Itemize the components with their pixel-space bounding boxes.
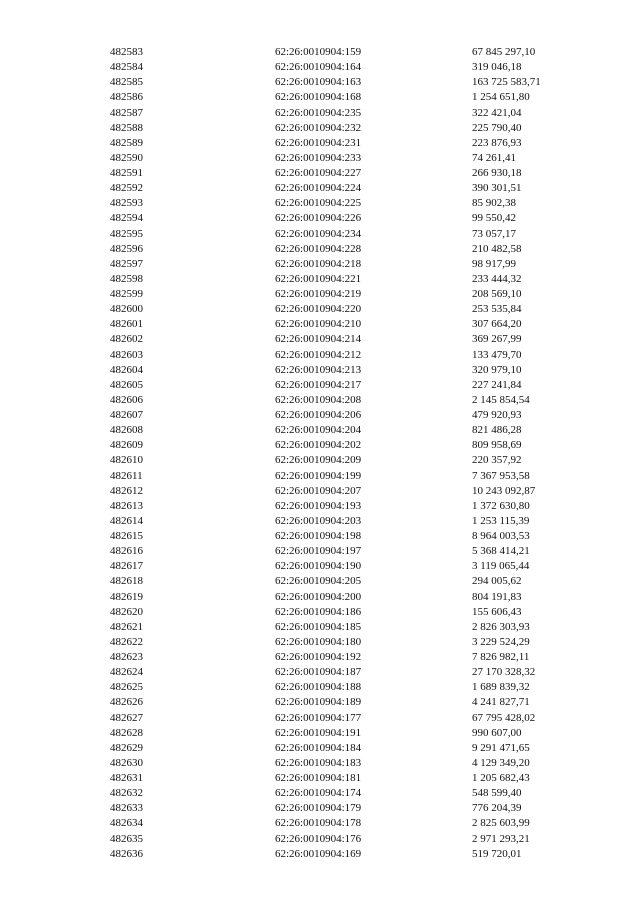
record-number: 482584 <box>110 61 143 74</box>
table-row <box>0 711 640 726</box>
cadastral-number: 62:26:0010904:181 <box>275 772 362 784</box>
cadastral-value: 4 241 827,71 <box>472 696 530 709</box>
record-number: 482624 <box>110 666 143 679</box>
record-number: 482605 <box>110 378 143 391</box>
record-number: 482634 <box>110 817 143 830</box>
cadastral-number: 62:26:0010904:177 <box>275 711 362 724</box>
cadastral-number: 62:26:0010904:202 <box>275 439 362 452</box>
table-row <box>0 469 640 484</box>
table-row <box>0 136 640 151</box>
record-number: 482602 <box>110 333 143 346</box>
cadastral-value: 369 267,99 <box>472 333 522 346</box>
cadastral-number: 62:26:0010904:210 <box>275 318 362 331</box>
cadastral-number: 62:26:0010904:218 <box>275 257 362 270</box>
table-row <box>0 801 640 816</box>
cadastral-value: 225 790,40 <box>472 121 522 134</box>
cadastral-number: 62:26:0010904:180 <box>275 635 362 648</box>
cadastral-number: 62:26:0010904:212 <box>275 348 362 361</box>
cadastral-number: 62:26:0010904:204 <box>275 424 362 437</box>
cadastral-value: 294 005,62 <box>472 575 522 588</box>
table-row <box>0 75 640 90</box>
cadastral-value: 9 291 471,65 <box>472 741 530 754</box>
table-row <box>0 211 640 226</box>
record-number: 482626 <box>110 696 143 709</box>
cadastral-value: 74 261,41 <box>472 151 516 164</box>
record-number: 482594 <box>110 212 143 225</box>
record-number: 482613 <box>110 499 143 512</box>
table-row <box>0 378 640 393</box>
table-row <box>0 620 640 635</box>
table-row <box>0 453 640 468</box>
cadastral-value: 821 486,28 <box>472 424 522 437</box>
table-row <box>0 786 640 801</box>
cadastral-number: 62:26:0010904:209 <box>275 454 362 467</box>
cadastral-number: 62:26:0010904:164 <box>275 61 362 74</box>
record-number: 482628 <box>110 726 143 739</box>
cadastral-number: 62:26:0010904:217 <box>275 378 362 391</box>
cadastral-number: 62:26:0010904:224 <box>275 182 362 195</box>
cadastral-number: 62:26:0010904:227 <box>275 167 362 179</box>
cadastral-value: 163 725 583,71 <box>472 76 541 89</box>
record-number: 482604 <box>110 363 143 376</box>
cadastral-value: 223 876,93 <box>472 136 522 149</box>
table-row <box>0 741 640 756</box>
record-number: 482620 <box>110 605 143 618</box>
record-number: 482586 <box>110 91 143 104</box>
table-row <box>0 514 640 529</box>
record-number: 482598 <box>110 272 143 285</box>
cadastral-value: 208 569,10 <box>472 288 522 300</box>
cadastral-number: 62:26:0010904:183 <box>275 756 362 769</box>
cadastral-value: 10 243 092,87 <box>472 484 536 497</box>
table-row <box>0 60 640 75</box>
record-number: 482601 <box>110 318 143 331</box>
table-row <box>0 363 640 378</box>
record-number: 482636 <box>110 847 143 860</box>
cadastral-value: 2 971 293,21 <box>472 832 530 845</box>
record-number: 482596 <box>110 242 143 255</box>
record-number: 482618 <box>110 575 143 588</box>
table-row <box>0 272 640 287</box>
cadastral-value: 155 606,43 <box>472 605 522 618</box>
cadastral-number: 62:26:0010904:200 <box>275 590 362 603</box>
table-row <box>0 695 640 710</box>
table-row <box>0 635 640 650</box>
record-number: 482630 <box>110 756 143 769</box>
table-row <box>0 847 640 862</box>
cadastral-number: 62:26:0010904:206 <box>275 409 362 421</box>
record-number: 482623 <box>110 651 143 663</box>
cadastral-number: 62:26:0010904:178 <box>275 817 362 830</box>
table-row <box>0 196 640 211</box>
cadastral-number: 62:26:0010904:225 <box>275 197 362 210</box>
table-row <box>0 408 640 423</box>
cadastral-number: 62:26:0010904:208 <box>275 393 362 406</box>
cadastral-number: 62:26:0010904:169 <box>275 847 362 860</box>
cadastral-value: 548 599,40 <box>472 787 522 800</box>
record-number: 482625 <box>110 681 143 694</box>
cadastral-value: 73 057,17 <box>472 227 516 240</box>
cadastral-number: 62:26:0010904:205 <box>275 575 362 588</box>
table-row <box>0 726 640 741</box>
table-row <box>0 816 640 831</box>
table-row <box>0 332 640 347</box>
record-number: 482622 <box>110 635 143 648</box>
table-row <box>0 393 640 408</box>
record-number: 482583 <box>110 46 143 58</box>
cadastral-value: 1 205 682,43 <box>472 772 530 784</box>
table-row <box>0 242 640 257</box>
cadastral-number: 62:26:0010904:174 <box>275 787 362 800</box>
cadastral-value: 233 444,32 <box>472 272 522 285</box>
cadastral-value: 7 826 982,11 <box>472 651 530 663</box>
record-number: 482614 <box>110 514 143 527</box>
record-number: 482609 <box>110 439 143 452</box>
record-number: 482633 <box>110 802 143 815</box>
cadastral-value: 5 368 414,21 <box>472 545 530 558</box>
cadastral-number: 62:26:0010904:231 <box>275 136 362 149</box>
record-number: 482589 <box>110 136 143 149</box>
cadastral-value: 307 664,20 <box>472 318 522 331</box>
cadastral-value: 320 979,10 <box>472 363 522 376</box>
cadastral-value: 809 958,69 <box>472 439 522 452</box>
cadastral-value: 519 720,01 <box>472 847 522 860</box>
record-number: 482590 <box>110 151 143 164</box>
table-row <box>0 348 640 363</box>
cadastral-number: 62:26:0010904:185 <box>275 620 362 633</box>
record-number: 482619 <box>110 590 143 603</box>
record-number: 482595 <box>110 227 143 240</box>
record-number: 482616 <box>110 545 143 558</box>
table-row <box>0 423 640 438</box>
cadastral-value: 210 482,58 <box>472 242 522 255</box>
record-number: 482608 <box>110 424 143 437</box>
cadastral-number: 62:26:0010904:235 <box>275 106 362 119</box>
record-number: 482603 <box>110 348 143 361</box>
cadastral-value: 220 357,92 <box>472 454 522 467</box>
cadastral-value: 990 607,00 <box>472 726 522 739</box>
cadastral-number: 62:26:0010904:199 <box>275 469 362 482</box>
cadastral-number: 62:26:0010904:219 <box>275 288 362 300</box>
cadastral-value: 1 689 839,32 <box>472 681 530 694</box>
cadastral-value: 4 129 349,20 <box>472 756 530 769</box>
record-number: 482607 <box>110 409 143 421</box>
record-number: 482615 <box>110 530 143 542</box>
record-number: 482592 <box>110 182 143 195</box>
cadastral-number: 62:26:0010904:228 <box>275 242 362 255</box>
cadastral-number: 62:26:0010904:179 <box>275 802 362 815</box>
cadastral-number: 62:26:0010904:234 <box>275 227 362 240</box>
cadastral-value: 133 479,70 <box>472 348 522 361</box>
cadastral-value: 7 367 953,58 <box>472 469 530 482</box>
record-number: 482632 <box>110 787 143 800</box>
cadastral-value: 227 241,84 <box>472 378 522 391</box>
cadastral-number: 62:26:0010904:226 <box>275 212 362 225</box>
record-number: 482611 <box>110 469 143 482</box>
cadastral-number: 62:26:0010904:191 <box>275 726 362 739</box>
cadastral-value: 776 204,39 <box>472 802 522 815</box>
cadastral-value: 2 145 854,54 <box>472 393 530 406</box>
data-table <box>0 45 640 862</box>
cadastral-value: 67 845 297,10 <box>472 46 536 58</box>
record-number: 482599 <box>110 288 143 300</box>
cadastral-value: 253 535,84 <box>472 303 522 316</box>
table-row <box>0 665 640 680</box>
table-row <box>0 756 640 771</box>
record-number: 482597 <box>110 257 143 270</box>
cadastral-number: 62:26:0010904:187 <box>275 666 362 679</box>
record-number: 482593 <box>110 197 143 210</box>
table-row <box>0 605 640 620</box>
cadastral-value: 390 301,51 <box>472 182 522 195</box>
record-number: 482629 <box>110 741 143 754</box>
cadastral-value: 266 930,18 <box>472 167 522 179</box>
table-row <box>0 317 640 332</box>
cadastral-number: 62:26:0010904:176 <box>275 832 362 845</box>
cadastral-value: 98 917,99 <box>472 257 516 270</box>
table-row <box>0 438 640 453</box>
record-number: 482591 <box>110 167 143 179</box>
record-number: 482635 <box>110 832 143 845</box>
record-number: 482587 <box>110 106 143 119</box>
cadastral-number: 62:26:0010904:197 <box>275 545 362 558</box>
cadastral-value: 3 229 524,29 <box>472 635 530 648</box>
cadastral-number: 62:26:0010904:192 <box>275 651 362 663</box>
cadastral-number: 62:26:0010904:214 <box>275 333 362 346</box>
cadastral-number: 62:26:0010904:188 <box>275 681 362 694</box>
cadastral-number: 62:26:0010904:189 <box>275 696 362 709</box>
cadastral-number: 62:26:0010904:213 <box>275 363 362 376</box>
table-row <box>0 166 640 181</box>
cadastral-value: 2 825 603,99 <box>472 817 530 830</box>
table-row <box>0 227 640 242</box>
table-row <box>0 499 640 514</box>
cadastral-number: 62:26:0010904:159 <box>275 46 362 58</box>
cadastral-number: 62:26:0010904:193 <box>275 499 362 512</box>
table-row <box>0 771 640 786</box>
table-row <box>0 121 640 136</box>
record-number: 482617 <box>110 560 143 573</box>
record-number: 482588 <box>110 121 143 134</box>
cadastral-number: 62:26:0010904:186 <box>275 605 362 618</box>
cadastral-value: 27 170 328,32 <box>472 666 536 679</box>
record-number: 482612 <box>110 484 143 497</box>
table-row <box>0 90 640 105</box>
table-row <box>0 257 640 272</box>
cadastral-number: 62:26:0010904:190 <box>275 560 362 573</box>
cadastral-value: 2 826 303,93 <box>472 620 530 633</box>
table-row <box>0 650 640 665</box>
table-row <box>0 574 640 589</box>
record-number: 482631 <box>110 772 143 784</box>
cadastral-value: 3 119 065,44 <box>472 560 530 573</box>
cadastral-value: 67 795 428,02 <box>472 711 536 724</box>
cadastral-number: 62:26:0010904:198 <box>275 530 362 542</box>
cadastral-value: 322 421,04 <box>472 106 522 119</box>
record-number: 482585 <box>110 76 143 89</box>
cadastral-number: 62:26:0010904:233 <box>275 151 362 164</box>
record-number: 482621 <box>110 620 143 633</box>
table-row <box>0 559 640 574</box>
table-row <box>0 680 640 695</box>
table-row <box>0 544 640 559</box>
cadastral-value: 479 920,93 <box>472 409 522 421</box>
cadastral-value: 85 902,38 <box>472 197 516 210</box>
record-number: 482627 <box>110 711 143 724</box>
table-row <box>0 529 640 544</box>
table-row <box>0 484 640 499</box>
record-number: 482600 <box>110 303 143 316</box>
cadastral-value: 99 550,42 <box>472 212 516 225</box>
cadastral-value: 8 964 003,53 <box>472 530 530 542</box>
cadastral-number: 62:26:0010904:203 <box>275 514 362 527</box>
cadastral-number: 62:26:0010904:163 <box>275 76 362 89</box>
cadastral-number: 62:26:0010904:220 <box>275 303 362 316</box>
table-row <box>0 151 640 166</box>
cadastral-number: 62:26:0010904:184 <box>275 741 362 754</box>
table-row <box>0 302 640 317</box>
table-row <box>0 106 640 121</box>
cadastral-number: 62:26:0010904:232 <box>275 121 362 134</box>
table-row <box>0 45 640 60</box>
cadastral-number: 62:26:0010904:168 <box>275 91 362 104</box>
cadastral-value: 1 372 630,80 <box>472 499 530 512</box>
record-number: 482606 <box>110 393 143 406</box>
cadastral-number: 62:26:0010904:221 <box>275 272 362 285</box>
table-row <box>0 181 640 196</box>
table-row <box>0 590 640 605</box>
cadastral-value: 1 253 115,39 <box>472 514 530 527</box>
cadastral-value: 319 046,18 <box>472 61 522 74</box>
cadastral-value: 1 254 651,80 <box>472 91 530 104</box>
table-row <box>0 287 640 302</box>
cadastral-value: 804 191,83 <box>472 590 522 603</box>
record-number: 482610 <box>110 454 143 467</box>
cadastral-number: 62:26:0010904:207 <box>275 484 362 497</box>
table-row <box>0 832 640 847</box>
